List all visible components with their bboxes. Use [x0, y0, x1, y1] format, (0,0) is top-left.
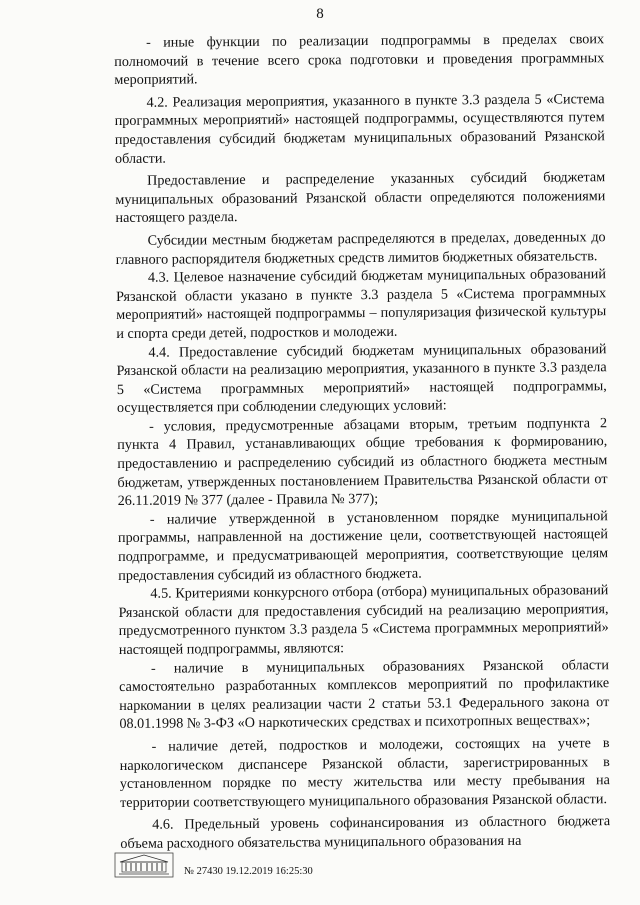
paragraph-subsidies-limits: Субсидии местным бюджетам распределяются в пределах, доведенных до главного распорядителя бюджетных средств лимитов бюджетных обязательств. — [115, 229, 606, 268]
paragraph-other-functions: - иные функции по реализации подпрограммы в пределах своих полномочий в течение всего срока подготовки и проведения программных мероприятий. — [114, 31, 605, 89]
paragraph-criteria-registered-youth: - наличие детей, подростков и молодежи, состоящих на учете в наркологическом диспансере Рязанской области, зарегистрированных в установленном порядке по месту жительства или месту пребывания на территории соответствующего муниципального образования Рязанской области. — [119, 735, 610, 811]
paragraph-4-5: 4.5. Критериями конкурсного отбора (отбора) муниципальных образований Рязанской области для предоставления субсидий на реализацию мероприятия, предусмотренного пунктом 3.3 раздела 5 «Система программных мероприятий» настоящей подпрограммы, являются: — [118, 582, 609, 658]
document-id: № 27430 — [184, 866, 223, 877]
document-body — [114, 30, 610, 853]
paragraph-conditions: - условия, предусмотренные абзацами вторым, третьим подпункта 2 пункта 4 Правил, устанавливающих общие требования к формированию, предоставлению и распределению субсидий из областного бюджета местным бюджетам, утвержденных постановлением Правительства Рязанской области от 26.11.2019 № 377 (далее - Правила № 377); — [117, 415, 608, 510]
government-building-stamp-icon — [114, 852, 174, 878]
document-timestamp: 19.12.2019 16:25:30 — [225, 866, 313, 877]
paragraph-4-3: 4.3. Целевое назначение субсидий бюджетам муниципальных образований Рязанской области указано в пункте 3.3 раздела 5 «Система программных мероприятий» настоящей подпрограммы – популяризация физической культуры и спорта среди детей, подростков и молодежи. — [116, 266, 607, 342]
paragraph-4-6: 4.6. Предельный уровень софинансирования из областного бюджета объема расходного обязательства муниципального образования на — [120, 813, 611, 852]
paragraph-4-2: 4.2. Реализация мероприятия, указанного в пункте 3.3 раздела 5 «Система программных мероприятий» настоящей подпрограммы, осуществляются путем предоставления субсидий бюджетам муниципальных образований Рязанской области. — [114, 90, 605, 167]
paragraph-4-4: 4.4. Предоставление субсидий бюджетам муниципальных образований Рязанской области на реализацию мероприятия, указанного в пункте 3.3 раздела 5 «Система программных мероприятий» настоящей подпрограммы, осуществляется при соблюдении следующих условий: — [116, 340, 607, 417]
paragraph-municipal-program: - наличие утвержденной в установленном порядке муниципальной программы, направленной на достижение цели, соответствующей настоящей подпрограмме, и предусматривающей мероприятия, соответствующие целям предоставления субсидий из областного бюджета. — [117, 507, 609, 584]
paragraph-criteria-drug-prevention: - наличие в муниципальных образованиях Рязанской области самостоятельно разработанных комплексов мероприятий по профилактике наркомании в целях реализации части 2 статьи 53.1 Федерального закона от 08.01.1998 № 3-ФЗ «О наркотических средствах и психотропных веществах»; — [119, 656, 610, 733]
page-number: 8 — [316, 6, 324, 22]
footer — [114, 848, 414, 888]
paragraph-distribution: Предоставление и распределение указанных субсидий бюджетам муниципальных образований Рязанской области определяются положениями настоящего раздела. — [115, 169, 606, 227]
document-registration — [184, 866, 313, 877]
